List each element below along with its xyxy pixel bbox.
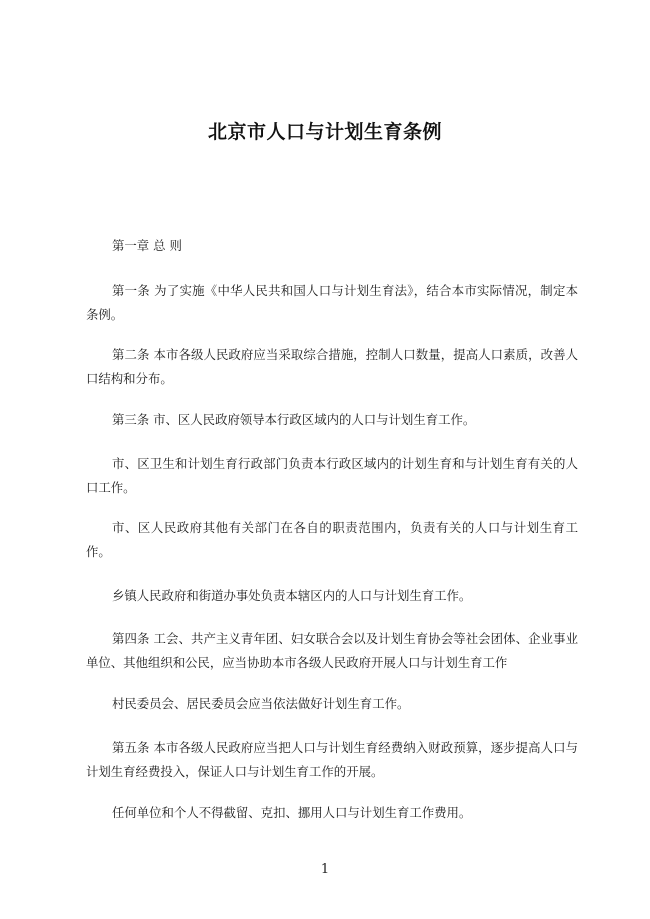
article-4-paragraph: 第四条 工会、共产主义青年团、妇女联合会以及计划生育协会等社会团体、企业事业单位、其他组织和公民，应当协助本市各级人民政府开展人口与计划生育工作 [86,631,578,670]
chapter-heading: 第一章 总 则 [112,238,182,253]
article-3-clause-4-paragraph: 乡镇人民政府和街道办事处负责本辖区内的人口与计划生育工作。 [112,588,472,603]
page-number: 1 [320,862,330,877]
article-5-paragraph: 第五条 本市各级人民政府应当把人口与计划生育经费纳入财政预算，逐步提高人口与计划生育经费投入，保证人口与计划生育工作的开展。 [86,740,578,779]
document-title: 北京市人口与计划生育条例 [207,121,442,143]
article-1-paragraph: 第一条 为了实施《中华人民共和国人口与计划生育法》，结合本市实际情况，制定本条例。 [86,283,578,322]
article-3-paragraph: 第三条 市、区人民政府领导本行政区域内的人口与计划生育工作。 [112,412,476,427]
article-4-clause-2-paragraph: 村民委员会、居民委员会应当依法做好计划生育工作。 [112,696,410,711]
article-5-clause-2-paragraph: 任何单位和个人不得截留、克扣、挪用人口与计划生育工作费用。 [112,805,472,820]
article-3-clause-2-paragraph: 市、区卫生和计划生育行政部门负责本行政区域内的计划生育和与计划生育有关的人口工作。 [86,456,578,495]
article-2-paragraph: 第二条 本市各级人民政府应当采取综合措施，控制人口数量，提高人口素质，改善人口结构和分布。 [86,347,578,386]
article-3-clause-3-paragraph: 市、区人民政府其他有关部门在各自的职责范围内，负责有关的人口与计划生育工作。 [86,520,578,559]
